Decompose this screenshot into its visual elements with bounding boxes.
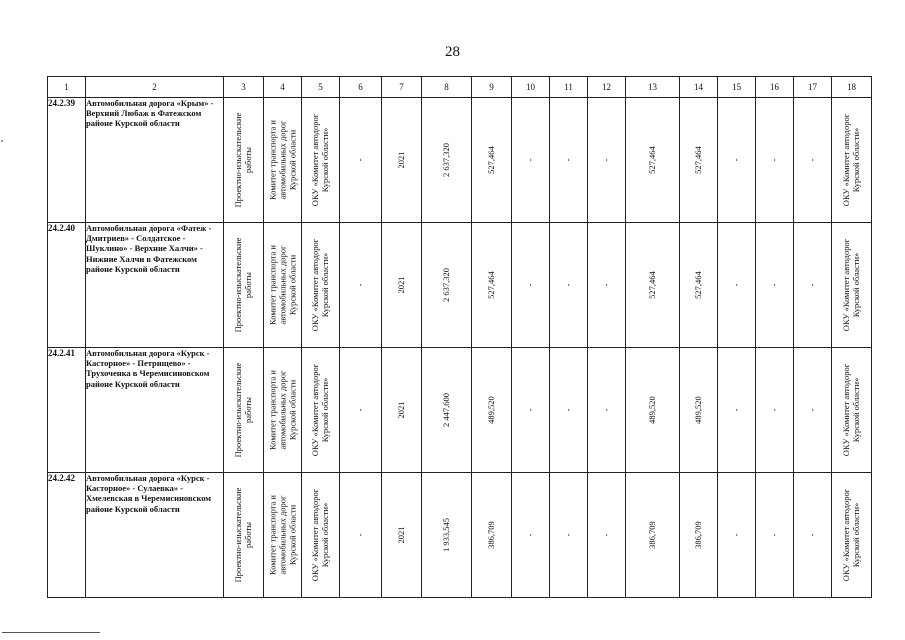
cell-executor <box>302 348 340 473</box>
cell-c13 <box>626 348 680 473</box>
cell-text-year: 2021 <box>395 526 406 544</box>
cell-text-c6: - <box>354 533 365 537</box>
row-number: 24.2.41 <box>48 348 86 473</box>
cell-c12 <box>588 98 626 223</box>
cell-cost <box>422 348 472 473</box>
cell-customer <box>264 223 302 348</box>
cell-c17 <box>794 98 832 223</box>
cell-text-work: Проектно-изыскательские работы <box>232 362 253 458</box>
cell-c14 <box>680 348 718 473</box>
header-cell-6: 6 <box>340 77 382 98</box>
cell-text-c17: - <box>806 533 817 537</box>
table-header-row <box>48 77 872 98</box>
cell-text-work: Проектно-изыскательские работы <box>232 487 253 583</box>
header-cell-4: 4 <box>264 77 302 98</box>
cell-c14 <box>680 223 718 348</box>
cell-work <box>224 98 264 223</box>
cell-c10 <box>512 348 550 473</box>
cell-text-c16: - <box>768 533 779 537</box>
header-cell-14: 14 <box>680 77 718 98</box>
cell-text-c15: - <box>730 283 741 287</box>
cell-c9 <box>472 473 512 598</box>
cell-c16 <box>756 473 794 598</box>
cell-c12 <box>588 473 626 598</box>
header-cell-5: 5 <box>302 77 340 98</box>
cell-cost <box>422 98 472 223</box>
cell-text-cost: 2 637,320 <box>440 143 451 177</box>
cell-text-c14: 527,464 <box>692 146 703 174</box>
cell-c6 <box>340 348 382 473</box>
road-works-table <box>47 76 872 598</box>
cell-text-c10: - <box>524 283 535 287</box>
cell-c9 <box>472 348 512 473</box>
cell-text-year: 2021 <box>395 276 406 294</box>
cell-text-customer: Комитет транспорта и автомобильных дорог Курской области <box>266 370 297 450</box>
table-row <box>48 473 872 598</box>
cell-c15 <box>718 348 756 473</box>
cell-text-c14: 386,709 <box>692 521 703 549</box>
cell-text-c16: - <box>768 283 779 287</box>
cell-customer <box>264 348 302 473</box>
cell-customer <box>264 98 302 223</box>
cell-text-cost: 1 933,545 <box>440 518 451 552</box>
object-name: Автомобильная дорога «Крым» - Верхний Любаж в Фатежском районе Курской области <box>86 98 224 223</box>
cell-text-c9: 527,464 <box>485 271 496 299</box>
cell-c10 <box>512 473 550 598</box>
cell-c6 <box>340 223 382 348</box>
cell-text-c10: - <box>524 533 535 537</box>
cell-text-c13: 527,464 <box>646 146 657 174</box>
header-cell-1: 1 <box>48 77 86 98</box>
cell-text-c9: 489,520 <box>485 396 496 424</box>
cell-text-c16: - <box>768 408 779 412</box>
cell-c17 <box>794 348 832 473</box>
header-cell-11: 11 <box>550 77 588 98</box>
cell-c18 <box>832 223 872 348</box>
cell-text-cost: 2 447,600 <box>440 393 451 427</box>
cell-c13 <box>626 98 680 223</box>
cell-c10 <box>512 98 550 223</box>
cell-text-c17: - <box>806 158 817 162</box>
cell-text-c14: 489,520 <box>692 396 703 424</box>
cell-text-c12: - <box>600 533 611 537</box>
table-row <box>48 223 872 348</box>
cell-c14 <box>680 98 718 223</box>
cell-year <box>382 223 422 348</box>
cell-text-c6: - <box>354 283 365 287</box>
cell-c11 <box>550 473 588 598</box>
cell-text-c15: - <box>730 158 741 162</box>
cell-c16 <box>756 223 794 348</box>
cell-text-c10: - <box>524 408 535 412</box>
cell-text-c18: ОКУ «Комитет автодорог Курской области» <box>840 238 861 332</box>
cell-work <box>224 473 264 598</box>
cell-text-c14: 527,464 <box>692 271 703 299</box>
cell-year <box>382 98 422 223</box>
cell-text-work: Проектно-изыскательские работы <box>232 237 253 333</box>
cell-c18 <box>832 348 872 473</box>
cell-c18 <box>832 98 872 223</box>
cell-executor <box>302 98 340 223</box>
cell-text-c13: 527,464 <box>646 271 657 299</box>
cell-text-executor: ОКУ «Комитет автодорог Курской области» <box>309 238 330 332</box>
cell-text-c16: - <box>768 158 779 162</box>
cell-text-c6: - <box>354 408 365 412</box>
cell-text-executor: ОКУ «Комитет автодорог Курской области» <box>309 363 330 457</box>
header-cell-2: 2 <box>86 77 224 98</box>
cell-c15 <box>718 98 756 223</box>
header-cell-10: 10 <box>512 77 550 98</box>
row-number: 24.2.42 <box>48 473 86 598</box>
header-cell-16: 16 <box>756 77 794 98</box>
cell-executor <box>302 223 340 348</box>
cell-text-c13: 386,709 <box>646 521 657 549</box>
object-name: Автомобильная дорога «Курск - Касторное» - Сулаевка» - Хмелевская в Черемисиновском районе Курской области <box>86 473 224 598</box>
cell-c18 <box>832 473 872 598</box>
cell-text-c9: 386,709 <box>485 521 496 549</box>
cell-c6 <box>340 98 382 223</box>
cell-c12 <box>588 223 626 348</box>
cell-text-executor: ОКУ «Комитет автодорог Курской области» <box>309 113 330 207</box>
cell-c9 <box>472 223 512 348</box>
cell-text-c18: ОКУ «Комитет автодорог Курской области» <box>840 488 861 582</box>
cell-c9 <box>472 98 512 223</box>
cell-text-work: Проектно-изыскательские работы <box>232 112 253 208</box>
cell-year <box>382 473 422 598</box>
cell-text-year: 2021 <box>395 151 406 169</box>
header-cell-18: 18 <box>832 77 872 98</box>
cell-text-c12: - <box>600 283 611 287</box>
header-cell-17: 17 <box>794 77 832 98</box>
table-row <box>48 98 872 223</box>
cell-customer <box>264 473 302 598</box>
cell-text-c18: ОКУ «Комитет автодорог Курской области» <box>840 113 861 207</box>
cell-text-c11: - <box>562 408 573 412</box>
row-number: 24.2.40 <box>48 223 86 348</box>
header-cell-9: 9 <box>472 77 512 98</box>
cell-text-c12: - <box>600 408 611 412</box>
cell-text-c17: - <box>806 283 817 287</box>
header-cell-8: 8 <box>422 77 472 98</box>
cell-c13 <box>626 223 680 348</box>
cell-c14 <box>680 473 718 598</box>
cell-text-c12: - <box>600 158 611 162</box>
cell-c11 <box>550 348 588 473</box>
cell-text-c11: - <box>562 158 573 162</box>
page-number: 28 <box>445 44 460 60</box>
header-cell-15: 15 <box>718 77 756 98</box>
cell-text-c13: 489,520 <box>646 396 657 424</box>
cell-text-c10: - <box>524 158 535 162</box>
cell-cost <box>422 223 472 348</box>
footnote-line <box>2 632 100 633</box>
cell-c6 <box>340 473 382 598</box>
cell-text-customer: Комитет транспорта и автомобильных дорог Курской области <box>266 120 297 200</box>
cell-text-c17: - <box>806 408 817 412</box>
cell-text-c11: - <box>562 533 573 537</box>
cell-executor <box>302 473 340 598</box>
cell-cost <box>422 473 472 598</box>
header-cell-12: 12 <box>588 77 626 98</box>
object-name: Автомобильная дорога «Фатеж - Дмитриев» - Солдатское - Шуклино» - Верхние Халчи» - Нижние Халчи в Фатежском районе Курской области <box>86 223 224 348</box>
cell-text-cost: 2 637,320 <box>440 268 451 302</box>
cell-text-c15: - <box>730 533 741 537</box>
cell-c15 <box>718 473 756 598</box>
cell-work <box>224 348 264 473</box>
cell-c13 <box>626 473 680 598</box>
header-cell-13: 13 <box>626 77 680 98</box>
cell-c11 <box>550 223 588 348</box>
cell-text-year: 2021 <box>395 401 406 419</box>
cell-c15 <box>718 223 756 348</box>
header-cell-3: 3 <box>224 77 264 98</box>
cell-c16 <box>756 98 794 223</box>
cell-text-customer: Комитет транспорта и автомобильных дорог Курской области <box>266 495 297 575</box>
cell-text-c18: ОКУ «Комитет автодорог Курской области» <box>840 363 861 457</box>
object-name: Автомобильная дорога «Курск - Касторное» - Петрищево» - Трухоченка в Черемисиновском районе Курской области <box>86 348 224 473</box>
cell-text-c9: 527,464 <box>485 146 496 174</box>
cell-text-executor: ОКУ «Комитет автодорог Курской области» <box>309 488 330 582</box>
cell-c12 <box>588 348 626 473</box>
row-number: 24.2.39 <box>48 98 86 223</box>
cell-c17 <box>794 473 832 598</box>
cell-year <box>382 348 422 473</box>
header-cell-7: 7 <box>382 77 422 98</box>
cell-c17 <box>794 223 832 348</box>
cell-c16 <box>756 348 794 473</box>
table-row <box>48 348 872 473</box>
scan-mark <box>1 140 3 142</box>
cell-work <box>224 223 264 348</box>
cell-text-c6: - <box>354 158 365 162</box>
cell-text-c11: - <box>562 283 573 287</box>
cell-text-customer: Комитет транспорта и автомобильных дорог Курской области <box>266 245 297 325</box>
cell-c10 <box>512 223 550 348</box>
cell-text-c15: - <box>730 408 741 412</box>
cell-c11 <box>550 98 588 223</box>
